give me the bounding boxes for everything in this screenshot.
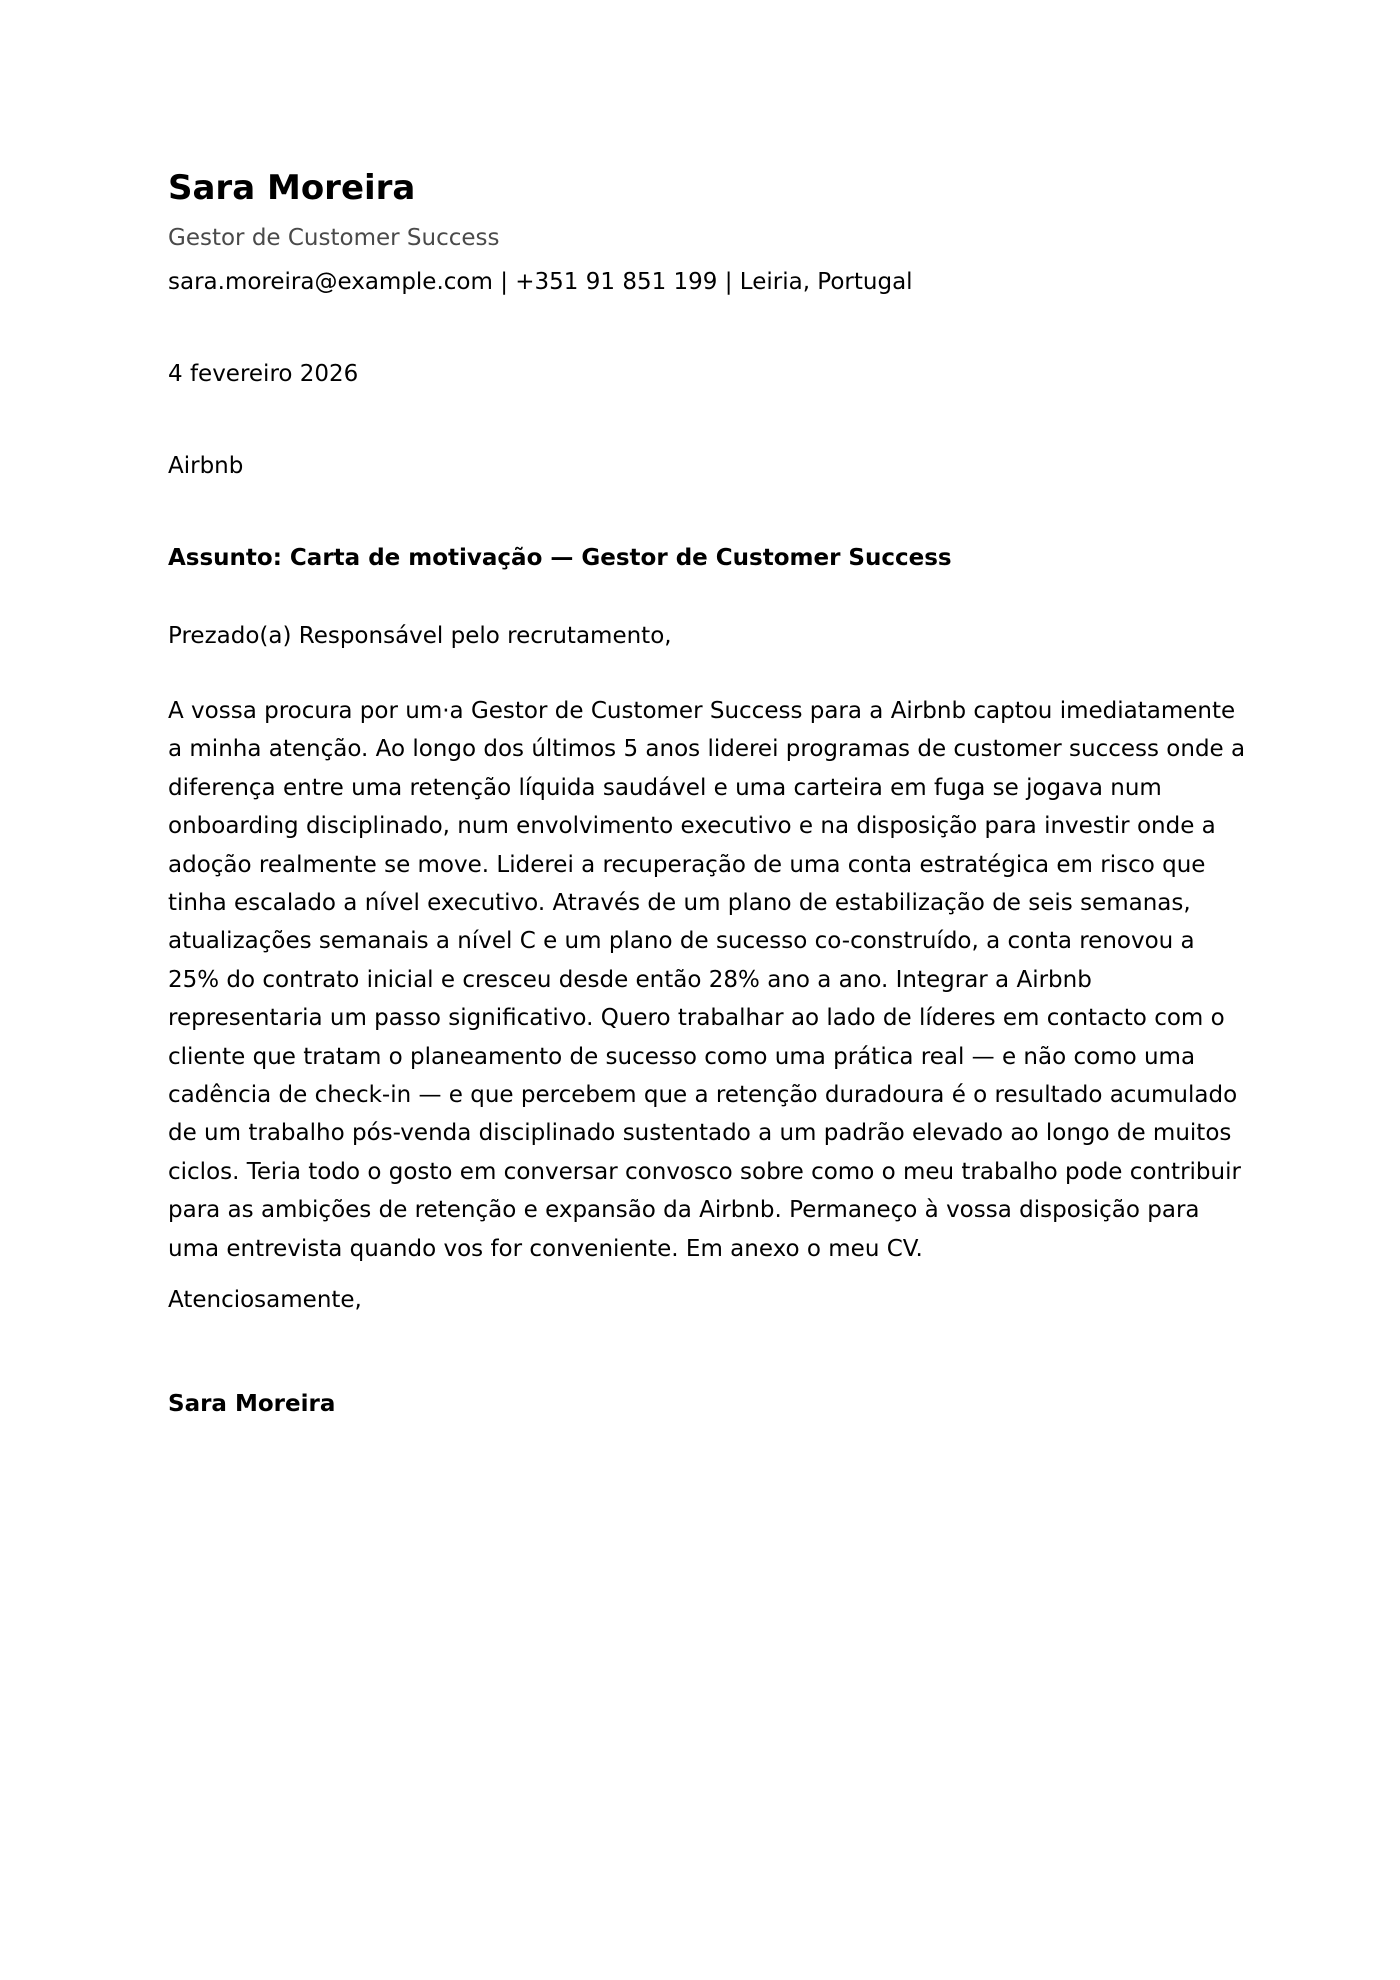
sender-role: Gestor de Customer Success [168,225,500,251]
salutation: Prezado(a) Responsável pelo recrutamento, [168,623,672,649]
signature: Sara Moreira [168,1391,336,1417]
letter-body: A vossa procura por um·a Gestor de Customer Success para a Airbnb captou imediatamente a minha atenção. Ao longo dos últimos 5 anos liderei programas de customer success onde a diferença entre uma retenção líquida saudável e uma carteira em fuga se jogava num onboarding disciplinado, num envolvimento executivo e na disposição para investir onde a adoção realmente se move. Liderei a recuperação de uma conta estratégica em risco que tinha escalado a nível executivo. Através de um plano de estabilização de seis semanas, atualizações semanais a nível C e um plano de sucesso co-construído, a conta renovou a 25% do contrato inicial e cresceu desde então 28% ano a ano. Integrar a Airbnb representaria um passo significativo. Quero trabalhar ao lado de líderes em contacto com o cliente que tratam o planeamento de sucesso como uma prática real — e não como uma cadência de check-in — e que percebem que a retenção duradoura é o resultado acumulado de um trabalho pós-venda disciplinado sustentado a um padrão elevado ao longo de muitos ciclos. Teria todo o gosto em conversar convosco sobre como o meu trabalho pode contribuir para as ambições de retenção e expansão da Airbnb. Permaneço à vossa disposição para uma entrevista quando vos for conveniente. Em anexo o meu CV. [168,698,1246,1262]
sender-contact: sara.moreira@example.com | +351 91 851 199 | Leiria, Portugal [168,269,913,295]
letter-date: 4 fevereiro 2026 [168,361,359,387]
sender-name: Sara Moreira [168,168,416,208]
closing: Atenciosamente, [168,1287,362,1313]
subject-line: Assunto: Carta de motivação — Gestor de Customer Success [168,545,952,571]
cover-letter-page [168,0,1248,1980]
recipient: Airbnb [168,453,244,479]
